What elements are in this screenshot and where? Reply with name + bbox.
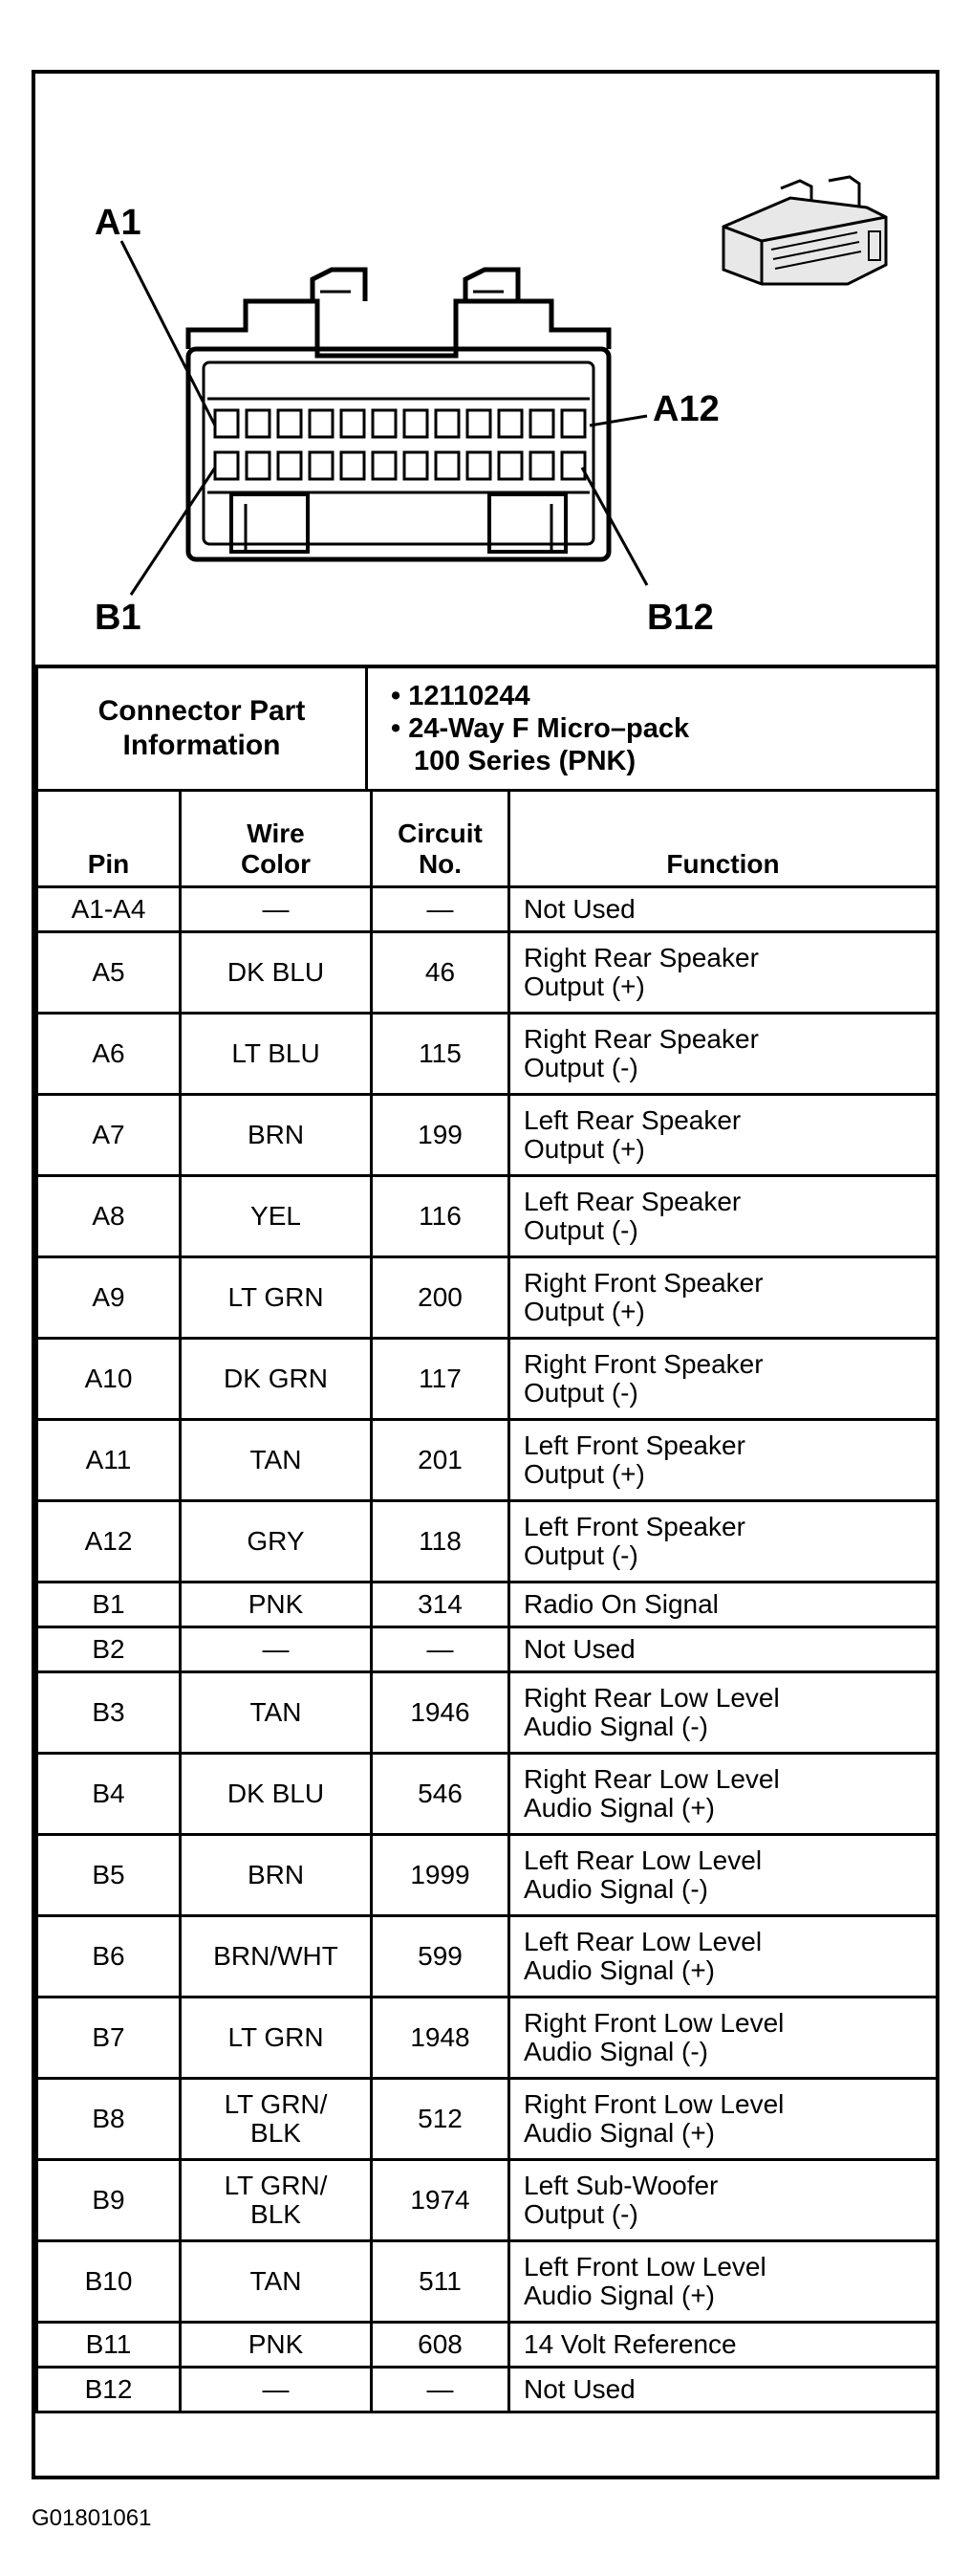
function-line-1: Right Front Low Level (524, 2089, 785, 2119)
pin-cavity (436, 452, 459, 479)
pin-cell: A5 (37, 932, 181, 1014)
pin-cavity (373, 410, 396, 437)
function-cell (509, 2079, 938, 2160)
function-line-1: Not Used (524, 894, 636, 924)
function-line-2: Output (-) (524, 1053, 638, 1082)
function-line-2: Output (+) (524, 971, 645, 1001)
function-line-2: Audio Signal (-) (524, 2037, 708, 2066)
circuit-cell: 314 (372, 1583, 509, 1627)
pinout-table (35, 789, 939, 2413)
header-pin: Pin (37, 791, 181, 887)
connector-perspective-view (723, 177, 886, 284)
circuit-cell: 546 (372, 1754, 509, 1835)
pin-cavity (278, 410, 301, 437)
circuit-cell: 201 (372, 1420, 509, 1501)
wire-color-cell (181, 2241, 372, 2323)
table-row (37, 1754, 938, 1835)
function-cell (509, 1420, 938, 1501)
function-line-1: 14 Volt Reference (524, 2329, 737, 2359)
wire-color-text: BRN/WHT (213, 1941, 338, 1971)
header-wire-color: Wire Color (181, 791, 372, 887)
circuit-cell: 1948 (372, 1997, 509, 2079)
function-line-2: Audio Signal (-) (524, 1712, 708, 1741)
pin-cell: B2 (37, 1627, 181, 1672)
connector-body (188, 270, 609, 559)
pin-cavity (247, 452, 270, 479)
wire-color-text: TAN (249, 1697, 302, 1727)
table-row (37, 1997, 938, 2079)
table-row (37, 1627, 938, 1672)
wire-color-text: — (262, 2374, 290, 2404)
wire-color-cell (181, 1176, 372, 1257)
function-line-1: Right Rear Low Level (524, 1764, 780, 1794)
wire-color-cell (181, 1014, 372, 1095)
wire-color-cell (181, 2079, 372, 2160)
pin-cell: B5 (37, 1835, 181, 1916)
circuit-cell: 599 (372, 1916, 509, 1997)
function-line-1: Right Front Low Level (524, 2008, 785, 2038)
wire-color-text: DK BLU (227, 1779, 325, 1808)
wire-color-cell (181, 1501, 372, 1583)
wire-color-text: DK BLU (227, 957, 325, 987)
wire-color-cell (181, 1754, 372, 1835)
function-line-2: Audio Signal (+) (524, 1793, 716, 1823)
wire-color-text: BRN (247, 1120, 305, 1149)
function-line-1: Left Rear Low Level (524, 1845, 763, 1875)
circuit-cell: 199 (372, 1095, 509, 1176)
table-row (37, 1501, 938, 1583)
wire-color-text: YEL (250, 1201, 301, 1231)
function-cell (509, 2323, 938, 2368)
function-cell (509, 2241, 938, 2323)
function-cell (509, 2368, 938, 2412)
table-row (37, 887, 938, 932)
pin-cell: A12 (37, 1501, 181, 1583)
wire-color-text: TAN (249, 1445, 302, 1474)
wire-color-cell (181, 1339, 372, 1420)
wire-color-cell (181, 1916, 372, 1997)
function-cell (509, 1014, 938, 1095)
pin-cell: B11 (37, 2323, 181, 2368)
circuit-cell: 117 (372, 1339, 509, 1420)
pin-cell: B6 (37, 1916, 181, 1997)
pin-cavity (247, 410, 270, 437)
pin-cell: A1-A4 (37, 887, 181, 932)
connector-sheet (32, 70, 939, 2479)
wire-color-cell (181, 2368, 372, 2412)
wire-color-text: GRY (247, 1526, 305, 1556)
connector-type: • 24-Way F Micro–pack (391, 712, 690, 744)
pin-cell: B9 (37, 2160, 181, 2241)
pin-cavity (530, 410, 553, 437)
wire-color-text: PNK (248, 2329, 304, 2359)
pin-cavity (310, 410, 333, 437)
header-circuit-no: Circuit No. (372, 791, 509, 887)
pin-cavity (530, 452, 553, 479)
pin-cavity (341, 452, 364, 479)
function-line-1: Left Front Speaker (524, 1512, 745, 1541)
function-line-1: Left Rear Speaker (524, 1187, 742, 1216)
label-b12: B12 (647, 598, 714, 638)
connector-diagram (35, 74, 936, 668)
circuit-cell: — (372, 887, 509, 932)
function-cell (509, 1095, 938, 1176)
wire-color-cell (181, 1627, 372, 1672)
function-line-1: Right Rear Low Level (524, 1683, 780, 1713)
pin-cavity (215, 410, 238, 437)
table-row (37, 932, 938, 1014)
pin-cavity (373, 452, 396, 479)
wire-color-cell (181, 1257, 372, 1339)
table-row (37, 1916, 938, 1997)
pin-cell: A7 (37, 1095, 181, 1176)
table-row (37, 1672, 938, 1754)
circuit-cell: — (372, 1627, 509, 1672)
wire-color-text: LT GRN/ (224, 2089, 328, 2119)
wire-color-cell (181, 1583, 372, 1627)
function-line-2: Output (-) (524, 2199, 638, 2229)
function-line-1: Left Rear Speaker (524, 1105, 742, 1135)
wire-color-cell (181, 1997, 372, 2079)
function-line-2: Output (-) (524, 1215, 638, 1245)
function-cell (509, 1339, 938, 1420)
function-line-2: Audio Signal (+) (524, 2118, 716, 2148)
wire-color-cell (181, 1672, 372, 1754)
function-line-1: Right Rear Speaker (524, 943, 759, 972)
label-a1: A1 (95, 203, 141, 243)
circuit-cell: 116 (372, 1176, 509, 1257)
label-a12: A12 (653, 389, 720, 429)
pin-cell: A10 (37, 1339, 181, 1420)
wire-color-cell (181, 887, 372, 932)
wire-color-cell (181, 932, 372, 1014)
wire-color-text: — (262, 894, 290, 924)
pin-cavity (215, 452, 238, 479)
function-cell (509, 932, 938, 1014)
function-cell (509, 1997, 938, 2079)
label-b1: B1 (95, 598, 141, 638)
circuit-cell: 46 (372, 932, 509, 1014)
pin-cavity (467, 452, 490, 479)
wire-color-text: BRN (247, 1860, 305, 1889)
wire-color-text: PNK (248, 1589, 304, 1619)
table-row (37, 1176, 938, 1257)
wire-color-text: — (262, 1634, 290, 1664)
function-line-2: Audio Signal (+) (524, 1955, 716, 1985)
function-line-1: Right Rear Speaker (524, 1024, 759, 1054)
function-line-2: Output (+) (524, 1297, 645, 1326)
function-line-2: Audio Signal (+) (524, 2281, 716, 2310)
table-row (37, 2241, 938, 2323)
wire-color-cell (181, 1420, 372, 1501)
function-cell (509, 1583, 938, 1627)
part-number: • 12110244 (391, 680, 530, 711)
table-row (37, 1257, 938, 1339)
function-cell (509, 1627, 938, 1672)
pin-cavity (404, 452, 427, 479)
pin-cell: B3 (37, 1672, 181, 1754)
function-line-2: Output (-) (524, 1378, 638, 1408)
function-cell (509, 1835, 938, 1916)
function-line-1: Radio On Signal (524, 1589, 719, 1619)
pin-cell: A9 (37, 1257, 181, 1339)
function-cell (509, 887, 938, 932)
connector-info-values (367, 666, 938, 791)
connector-info-heading: Connector Part Information (37, 666, 367, 791)
pin-cavities (215, 410, 585, 479)
wire-color-cell (181, 1095, 372, 1176)
table-row (37, 1583, 938, 1627)
pin-cell: B1 (37, 1583, 181, 1627)
circuit-cell: 115 (372, 1014, 509, 1095)
function-line-1: Right Front Speaker (524, 1268, 764, 1298)
function-cell (509, 1916, 938, 1997)
wire-color-text: DK GRN (224, 1364, 328, 1393)
pin-cell: A6 (37, 1014, 181, 1095)
pin-cell: B10 (37, 2241, 181, 2323)
pin-cavity (278, 452, 301, 479)
connector-info-table (35, 665, 939, 792)
table-row (37, 2368, 938, 2412)
wire-color-text: LT GRN (227, 1282, 324, 1312)
circuit-cell: 608 (372, 2323, 509, 2368)
pin-cavity (436, 410, 459, 437)
circuit-cell: — (372, 2368, 509, 2412)
figure-code: G01801061 (32, 2505, 152, 2531)
pin-cell: B8 (37, 2079, 181, 2160)
pin-cell: A8 (37, 1176, 181, 1257)
function-line-1: Not Used (524, 2374, 636, 2404)
wire-color-cell (181, 1835, 372, 1916)
connector-face-drawing (35, 74, 936, 665)
circuit-cell: 1946 (372, 1672, 509, 1754)
table-row (37, 1420, 938, 1501)
pin-cavity (310, 452, 333, 479)
pin-cavity (467, 410, 490, 437)
table-row (37, 1835, 938, 1916)
pin-cavity (499, 452, 522, 479)
function-line-1: Left Front Low Level (524, 2252, 766, 2281)
header-function: Function (509, 791, 938, 887)
pin-cavity (562, 452, 585, 479)
pin-cell: B7 (37, 1997, 181, 2079)
wire-color-text: BLK (250, 2199, 301, 2229)
pin-cavity (499, 410, 522, 437)
function-line-2: Output (-) (524, 1540, 638, 1570)
circuit-cell: 200 (372, 1257, 509, 1339)
pin-cavity (341, 410, 364, 437)
wire-color-text: BLK (250, 2118, 301, 2148)
function-line-1: Right Front Speaker (524, 1349, 764, 1379)
wire-color-text: TAN (249, 2266, 302, 2296)
function-cell (509, 1257, 938, 1339)
leader-lines (121, 241, 647, 595)
function-cell (509, 1672, 938, 1754)
table-row (37, 2160, 938, 2241)
circuit-cell: 1999 (372, 1835, 509, 1916)
function-line-1: Not Used (524, 1634, 636, 1664)
circuit-cell: 1974 (372, 2160, 509, 2241)
function-cell (509, 1501, 938, 1583)
function-line-1: Left Front Speaker (524, 1430, 745, 1460)
function-line-2: Audio Signal (-) (524, 1874, 708, 1904)
wire-color-cell (181, 2323, 372, 2368)
function-line-1: Left Rear Low Level (524, 1927, 763, 1956)
wire-color-text: LT GRN (227, 2022, 324, 2052)
pin-cell: A11 (37, 1420, 181, 1501)
circuit-cell: 512 (372, 2079, 509, 2160)
table-row (37, 2323, 938, 2368)
pin-cavity (404, 410, 427, 437)
table-row (37, 2079, 938, 2160)
circuit-cell: 118 (372, 1501, 509, 1583)
wire-color-text: LT BLU (231, 1038, 320, 1068)
wire-color-cell (181, 2160, 372, 2241)
function-cell (509, 1754, 938, 1835)
function-cell (509, 1176, 938, 1257)
pin-cavity (562, 410, 585, 437)
connector-series: 100 Series (PNK) (414, 745, 637, 776)
pin-cell: B4 (37, 1754, 181, 1835)
circuit-cell: 511 (372, 2241, 509, 2323)
pin-cell: B12 (37, 2368, 181, 2412)
function-line-1: Left Sub-Woofer (524, 2171, 719, 2200)
table-row (37, 1014, 938, 1095)
function-cell (509, 2160, 938, 2241)
wire-color-text: LT GRN/ (224, 2171, 328, 2200)
function-line-2: Output (+) (524, 1459, 645, 1489)
function-line-2: Output (+) (524, 1134, 645, 1164)
table-row (37, 1095, 938, 1176)
table-row (37, 1339, 938, 1420)
